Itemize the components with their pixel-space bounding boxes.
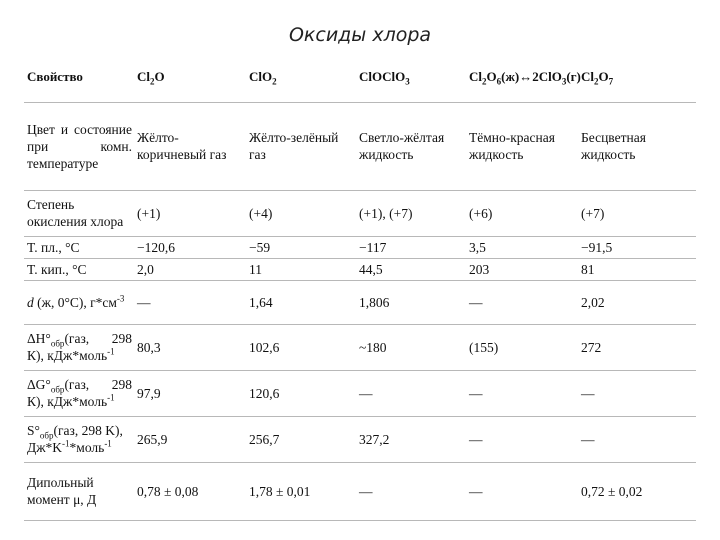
table-cell: ~180 xyxy=(356,324,466,370)
table-row xyxy=(24,370,696,416)
header-cloclo3: ClOClO$_3$ xyxy=(356,52,466,102)
table-cell: (+6) xyxy=(466,190,578,236)
row-label-enthalpy: $\Delta H^\circ_{обр}(газ$, 298 К), кДж*моль$^{-1}$ xyxy=(24,324,134,370)
table-row xyxy=(24,190,696,236)
table-cell: 1,806 xyxy=(356,280,466,324)
table-row xyxy=(24,258,696,280)
table-cell: 3,5 xyxy=(466,236,578,258)
table-cell: — xyxy=(578,370,696,416)
row-label-dipole: Дипольный момент μ, Д xyxy=(24,462,134,520)
table-cell: (+7) xyxy=(578,190,696,236)
row-label-melting-point: T. пл., °C xyxy=(24,236,134,258)
table-cell: 256,7 xyxy=(246,416,356,462)
row-label-gibbs: $\Delta G^\circ_{обр}(газ$, 298 К), кДж*моль$^{-1}$ xyxy=(24,370,134,416)
table-cell: (+4) xyxy=(246,190,356,236)
row-label-color: Цвет и состояние при комн. температуре xyxy=(24,102,134,190)
table-cell: — xyxy=(134,280,246,324)
table-cell: 102,6 xyxy=(246,324,356,370)
table-cell: Жёлто-зелёный газ xyxy=(246,102,356,190)
row-label-entropy: $S^\circ_{обр}(газ$, 298 K), $Дж*K^{-1}*моль^{-1}$ xyxy=(24,416,134,462)
table-cell: — xyxy=(578,416,696,462)
table-cell: Бесцветная жидкость xyxy=(578,102,696,190)
table-cell: 203 xyxy=(466,258,578,280)
table-cell: Жёлто-коричневый газ xyxy=(134,102,246,190)
header-cl2o6: $Cl_2O_6(ж)\leftrightarrow 2ClO_3(г)$ xyxy=(466,52,578,102)
table-cell: 44,5 xyxy=(356,258,466,280)
table-cell: — xyxy=(356,462,466,520)
table-cell: Тёмно-красная жидкость xyxy=(466,102,578,190)
row-label-boiling-point: T. кип., °C xyxy=(24,258,134,280)
table-cell: −120,6 xyxy=(134,236,246,258)
table-cell: 0,72 ± 0,02 xyxy=(578,462,696,520)
table-header-row xyxy=(24,52,696,102)
table-cell: 1,64 xyxy=(246,280,356,324)
table-cell: — xyxy=(466,280,578,324)
table-cell: 80,3 xyxy=(134,324,246,370)
table-row xyxy=(24,236,696,258)
header-property: Свойство xyxy=(24,52,134,102)
header-cl2o: $Cl_2O$ xyxy=(134,52,246,102)
table-cell: 327,2 xyxy=(356,416,466,462)
table-cell: Светло-жёлтая жидкость xyxy=(356,102,466,190)
table-cell: 11 xyxy=(246,258,356,280)
table-cell: 81 xyxy=(578,258,696,280)
table-cell: 120,6 xyxy=(246,370,356,416)
table-row xyxy=(24,416,696,462)
table-cell: −59 xyxy=(246,236,356,258)
table-cell: 0,78 ± 0,08 xyxy=(134,462,246,520)
table-row xyxy=(24,324,696,370)
table-row xyxy=(24,102,696,190)
table-cell: (+1) xyxy=(134,190,246,236)
table-cell: — xyxy=(466,370,578,416)
header-clo2: ClO$_2$ xyxy=(246,52,356,102)
table-cell: (+1), (+7) xyxy=(356,190,466,236)
table-cell: −117 xyxy=(356,236,466,258)
table-cell: −91,5 xyxy=(578,236,696,258)
row-label-oxidation: Степень окисления хлора xyxy=(24,190,134,236)
table-cell: 272 xyxy=(578,324,696,370)
page-title: Оксиды хлора xyxy=(288,24,432,46)
table-cell: — xyxy=(466,462,578,520)
table-cell: 265,9 xyxy=(134,416,246,462)
row-label-density: d (ж, 0°C), $г*см^{-3}$ xyxy=(24,280,134,324)
table-row xyxy=(24,280,696,324)
table-cell: 2,02 xyxy=(578,280,696,324)
table-cell: 1,78 ± 0,01 xyxy=(246,462,356,520)
table-cell: 97,9 xyxy=(134,370,246,416)
header-cl2o7: $Cl_2O_7$ xyxy=(578,52,696,102)
table-cell: — xyxy=(356,370,466,416)
table-cell: (155) xyxy=(466,324,578,370)
table-cell: — xyxy=(466,416,578,462)
table-cell: 2,0 xyxy=(134,258,246,280)
chlorine-oxides-table xyxy=(24,52,696,521)
table-row xyxy=(24,462,696,520)
